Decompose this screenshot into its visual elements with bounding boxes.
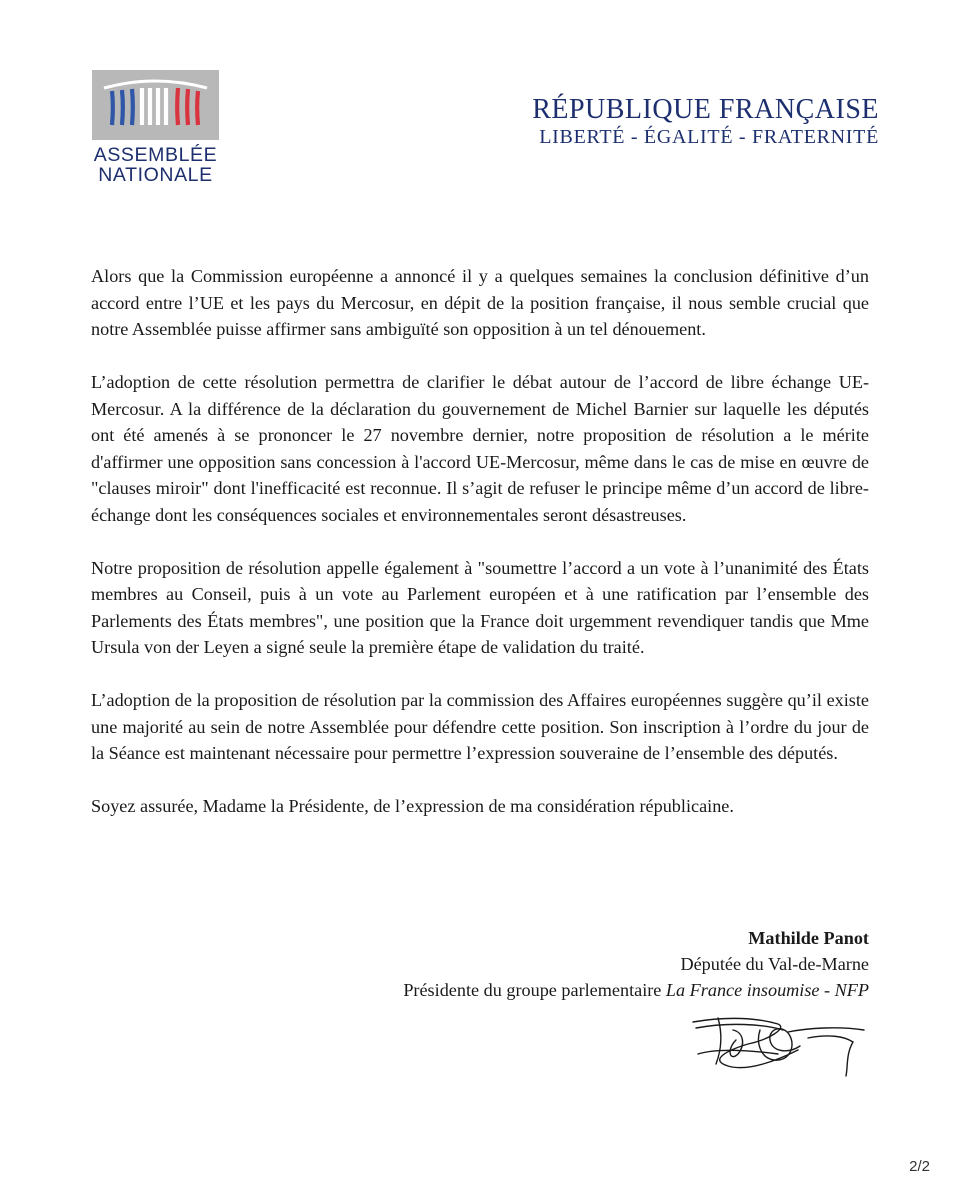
paragraph-2: L’adoption de cette résolution permettra de clarifier le débat autour de l’accord de libre échange UE-Mercosur. A la différence de la déclaration du gouvernement de Michel Barnier sur laquelle les députés ont été amenés à se prononcer le 27 novembre dernier, notre proposition de résolution a le mérite d'affirmer une opposition sans concession à l'accord UE-Mercosur, même dans le cas de mise en œuvre de "clauses miroir" dont l'inefficacité est reconnue. Il s’agit de refuser le principe même d’un accord de libre-échange dont les conséquences sociales et environnementales seront désastreuses.	[91, 372, 869, 525]
signature-block	[403, 925, 869, 1003]
signatory-name: Mathilde Panot	[748, 928, 869, 948]
hemicycle-icon	[92, 70, 219, 140]
republic-header	[532, 95, 879, 149]
paragraph-3: Notre proposition de résolution appelle également à "soumettre l’accord a un vote à l’unanimité des États membres au Conseil, puis à un vote au Parlement européen et à une ratification par l’ensemble des Parlements des États membres", une position que la France doit urgemment revendiquer tandis que Mme Ursula von der Leyen a signé seule la première étape de validation du traité.	[91, 557, 869, 657]
assemblee-nationale-logo	[92, 70, 219, 185]
logo-line-1: ASSEMBLÉE	[93, 144, 218, 166]
handwritten-signature	[688, 1010, 868, 1080]
signatory-title-2	[403, 977, 869, 1003]
signatory-title-2-prefix: Présidente du groupe parlementaire	[403, 980, 666, 1000]
signatory-group: La France insoumise - NFP	[665, 980, 869, 1000]
republic-title: RÉPUBLIQUE FRANÇAISE	[532, 94, 879, 125]
paragraph-4: L’adoption de la proposition de résolution par la commission des Affaires européennes suggère qu’il existe une majorité au sein de notre Assemblée pour défendre cette position. Son inscription à l’ordre du jour de la Séance est maintenant nécessaire pour permettre l’expression souveraine de l’ensemble des députés.	[91, 690, 869, 763]
paragraph-5: Soyez assurée, Madame la Présidente, de l’expression de ma considération républicaine.	[91, 796, 734, 816]
signatory-title-1: Députée du Val-de-Marne	[680, 954, 869, 974]
paragraph-1: Alors que la Commission européenne a annoncé il y a quelques semaines la conclusion définitive d’un accord entre l’UE et les pays du Mercosur, en dépit de la position française, il nous semble crucial que notre Assemblée puisse affirmer sans ambiguïté son opposition à un tel dénouement.	[91, 266, 869, 339]
letter-body	[91, 263, 869, 846]
republic-motto: LIBERTÉ - ÉGALITÉ - FRATERNITÉ	[539, 126, 879, 148]
logo-line-2: NATIONALE	[98, 164, 213, 186]
page-number: 2/2	[909, 1158, 930, 1175]
